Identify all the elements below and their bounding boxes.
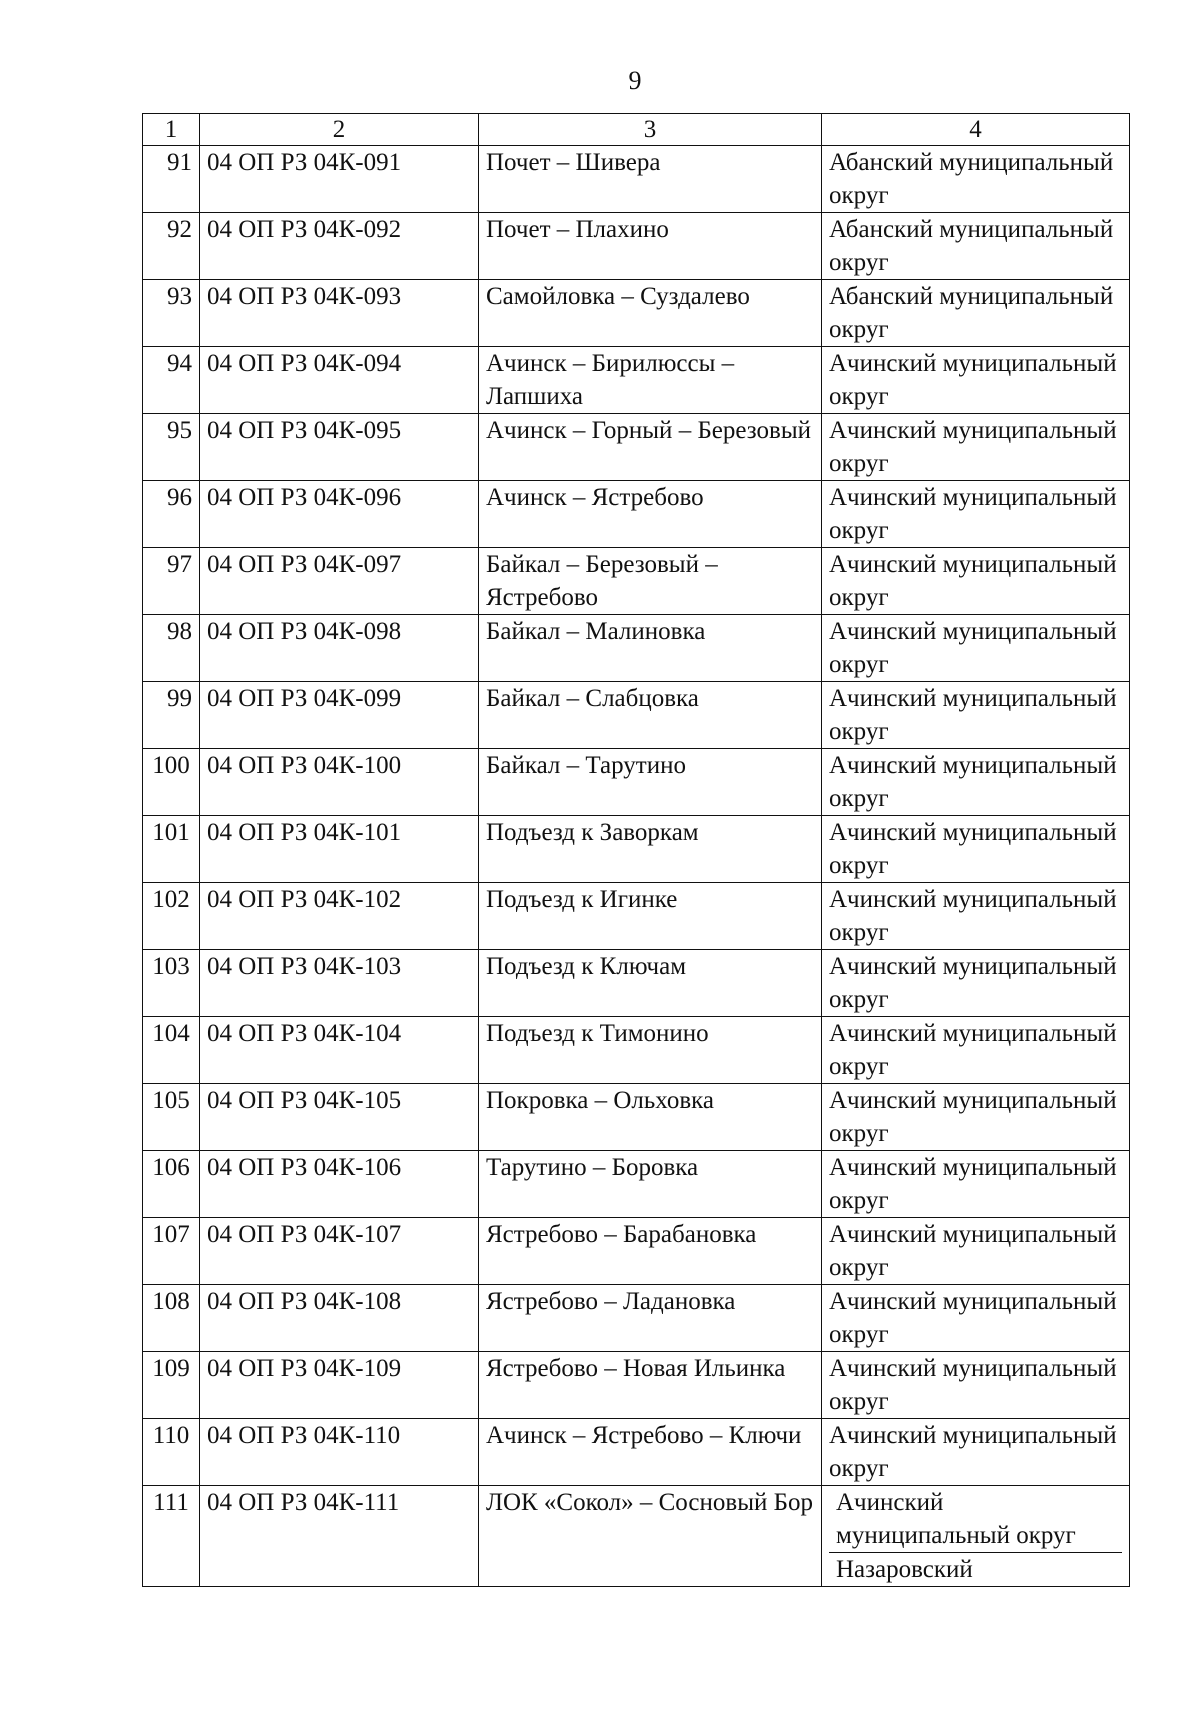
- table-row: [143, 347, 1130, 414]
- table-row: [143, 1352, 1130, 1419]
- road-code: 04 ОП РЗ 04К-094: [200, 347, 479, 414]
- district-name: Ачинский муниципальный округ: [822, 1419, 1130, 1486]
- district-name: Ачинский муниципальный округ: [822, 883, 1130, 950]
- table-row: [143, 749, 1130, 816]
- road-name: ЛОК «Сокол» – Сосновый Бор: [479, 1486, 822, 1587]
- road-code: 04 ОП РЗ 04К-097: [200, 548, 479, 615]
- table-row: [143, 280, 1130, 347]
- table-row: [143, 615, 1130, 682]
- road-code: 04 ОП РЗ 04К-108: [200, 1285, 479, 1352]
- road-code: 04 ОП РЗ 04К-098: [200, 615, 479, 682]
- row-number: 103: [143, 950, 200, 1017]
- road-name: Почет – Плахино: [479, 213, 822, 280]
- row-number: 110: [143, 1419, 200, 1486]
- row-number: 100: [143, 749, 200, 816]
- header-col-3: 3: [479, 114, 822, 146]
- row-number: 107: [143, 1218, 200, 1285]
- row-number: 104: [143, 1017, 200, 1084]
- table-row: [143, 950, 1130, 1017]
- road-name: Байкал – Тарутино: [479, 749, 822, 816]
- table-header-row: [143, 114, 1130, 146]
- district-name: Ачинский муниципальный округ: [822, 481, 1130, 548]
- district-name: Ачинский муниципальный округ: [822, 1352, 1130, 1419]
- table-row: [143, 1419, 1130, 1486]
- row-number: 98: [143, 615, 200, 682]
- district-name: Ачинский муниципальный округ: [822, 1151, 1130, 1218]
- road-code: 04 ОП РЗ 04К-092: [200, 213, 479, 280]
- table-row: [143, 1486, 1130, 1587]
- road-code: 04 ОП РЗ 04К-107: [200, 1218, 479, 1285]
- road-name: Ачинск – Ястребово: [479, 481, 822, 548]
- row-number: 95: [143, 414, 200, 481]
- table-row: [143, 548, 1130, 615]
- road-name: Байкал – Малиновка: [479, 615, 822, 682]
- row-number: 111: [143, 1486, 200, 1587]
- row-number: 109: [143, 1352, 200, 1419]
- row-number: 108: [143, 1285, 200, 1352]
- road-name: Самойловка – Суздалево: [479, 280, 822, 347]
- district-name: Абанский муниципальный округ: [822, 280, 1130, 347]
- district-name: Ачинский муниципальный округ: [822, 615, 1130, 682]
- district-name: Абанский муниципальный округ: [822, 213, 1130, 280]
- roads-table: [142, 113, 1130, 1587]
- row-number: 93: [143, 280, 200, 347]
- road-name: Ястребово – Барабановка: [479, 1218, 822, 1285]
- district-name-extra: Назаровский: [829, 1552, 1122, 1586]
- road-name: Покровка – Ольховка: [479, 1084, 822, 1151]
- district-cell: [822, 1486, 1130, 1587]
- road-code: 04 ОП РЗ 04К-095: [200, 414, 479, 481]
- district-name: Абанский муниципальный округ: [822, 146, 1130, 213]
- table-row: [143, 213, 1130, 280]
- road-name: Подъезд к Ключам: [479, 950, 822, 1017]
- road-name: Ачинск – Ястребово – Ключи: [479, 1419, 822, 1486]
- table-row: [143, 1285, 1130, 1352]
- road-code: 04 ОП РЗ 04К-099: [200, 682, 479, 749]
- district-name: Ачинский муниципальный округ: [822, 548, 1130, 615]
- row-number: 105: [143, 1084, 200, 1151]
- road-code: 04 ОП РЗ 04К-100: [200, 749, 479, 816]
- district-name: Ачинский муниципальный округ: [822, 1017, 1130, 1084]
- row-number: 92: [143, 213, 200, 280]
- table-row: [143, 1218, 1130, 1285]
- row-number: 106: [143, 1151, 200, 1218]
- district-name: Ачинский муниципальный округ: [822, 950, 1130, 1017]
- district-name: Ачинский муниципальный округ: [822, 1285, 1130, 1352]
- district-name: Ачинский муниципальный округ: [822, 1084, 1130, 1151]
- road-code: 04 ОП РЗ 04К-091: [200, 146, 479, 213]
- row-number: 94: [143, 347, 200, 414]
- road-name: Тарутино – Боровка: [479, 1151, 822, 1218]
- district-name: Ачинский муниципальный округ: [822, 347, 1130, 414]
- header-col-1: 1: [143, 114, 200, 146]
- road-name: Почет – Шивера: [479, 146, 822, 213]
- row-number: 101: [143, 816, 200, 883]
- road-name: Байкал – Слабцовка: [479, 682, 822, 749]
- row-number: 96: [143, 481, 200, 548]
- table-row: [143, 146, 1130, 213]
- header-col-4: 4: [822, 114, 1130, 146]
- district-name: Ачинский муниципальный округ: [822, 749, 1130, 816]
- road-code: 04 ОП РЗ 04К-110: [200, 1419, 479, 1486]
- road-code: 04 ОП РЗ 04К-106: [200, 1151, 479, 1218]
- table-row: [143, 1084, 1130, 1151]
- row-number: 91: [143, 146, 200, 213]
- row-number: 97: [143, 548, 200, 615]
- road-code: 04 ОП РЗ 04К-102: [200, 883, 479, 950]
- table-row: [143, 481, 1130, 548]
- road-name: Байкал – Березовый – Ястребово: [479, 548, 822, 615]
- road-name: Ястребово – Новая Ильинка: [479, 1352, 822, 1419]
- row-number: 99: [143, 682, 200, 749]
- road-name: Подъезд к Тимонино: [479, 1017, 822, 1084]
- road-name: Подъезд к Заворкам: [479, 816, 822, 883]
- road-name: Ачинск – Горный – Березовый: [479, 414, 822, 481]
- road-code: 04 ОП РЗ 04К-111: [200, 1486, 479, 1587]
- district-name: Ачинский муниципальный округ: [822, 414, 1130, 481]
- road-code: 04 ОП РЗ 04К-096: [200, 481, 479, 548]
- road-name: Подъезд к Игинке: [479, 883, 822, 950]
- table-row: [143, 414, 1130, 481]
- district-name: Ачинский муниципальный округ: [822, 682, 1130, 749]
- road-code: 04 ОП РЗ 04К-105: [200, 1084, 479, 1151]
- table-row: [143, 682, 1130, 749]
- road-code: 04 ОП РЗ 04К-109: [200, 1352, 479, 1419]
- district-name: Ачинский муниципальный округ: [822, 816, 1130, 883]
- table-row: [143, 816, 1130, 883]
- row-number: 102: [143, 883, 200, 950]
- road-name: Ястребово – Ладановка: [479, 1285, 822, 1352]
- table-row: [143, 1017, 1130, 1084]
- district-name: Ачинский муниципальный округ: [822, 1218, 1130, 1285]
- header-col-2: 2: [200, 114, 479, 146]
- road-name: Ачинск – Бирилюссы – Лапшиха: [479, 347, 822, 414]
- road-code: 04 ОП РЗ 04К-101: [200, 816, 479, 883]
- district-name: Ачинский муниципальный округ: [836, 1489, 1076, 1549]
- road-code: 04 ОП РЗ 04К-093: [200, 280, 479, 347]
- road-code: 04 ОП РЗ 04К-104: [200, 1017, 479, 1084]
- table-row: [143, 1151, 1130, 1218]
- page-number: 9: [628, 66, 642, 95]
- table-row: [143, 883, 1130, 950]
- road-code: 04 ОП РЗ 04К-103: [200, 950, 479, 1017]
